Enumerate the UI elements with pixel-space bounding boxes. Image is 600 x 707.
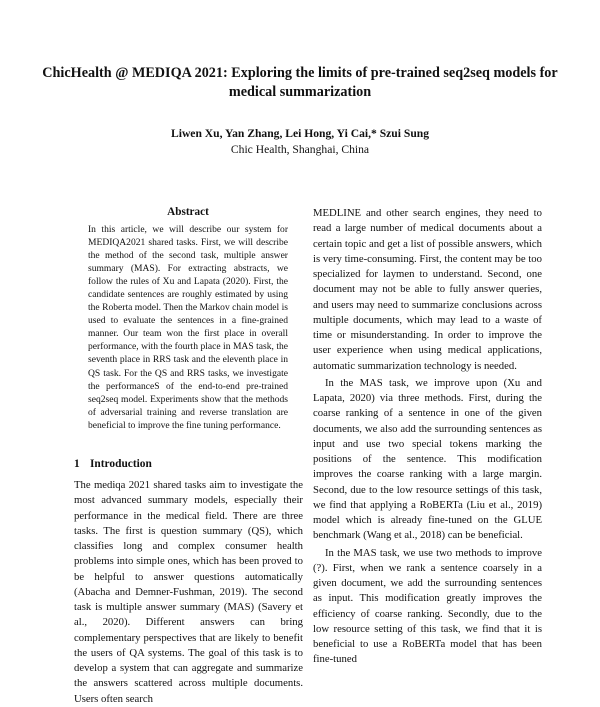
- right-column: [313, 206, 542, 668]
- section-number: 1: [74, 458, 80, 470]
- affiliation: Chic Health, Shanghai, China: [230, 143, 370, 156]
- right-paragraph-3: In the MAS task, we use two methods to improve (?). First, when we rank a sentence coarsely in a given document, we add the surrounding sentences as input. This modification greatly improves the efficiency of coarse ranking. Secondly, due to the low resource setting of this task, we find that it is beneficial to use a RoBERTa model that has been fine-tuned: [313, 546, 542, 666]
- abstract-text: In this article, we will describe our system for MEDIQA2021 shared tasks. First, we will describe the method of the second task, multiple answer summary (MAS). For extracting abstracts, we follow the rules of Xu and Lapata (2020). First, the candidate sentences are roughly estimated by using the Roberta model. Then the Markov chain model is used to evaluate the sentences in a fine-grained manner. Our team won the first place in overall performance, with the fourth place in MAS task, the seventh place in RRS task and the eleventh place in QS task. For the QS and RRS tasks, we investigate the performanceS of the end-to-end pre-trained seq2seq model. Experiments show that the methods of adversarial training and reverse translation are beneficial to improve the fine tuning performance.: [88, 224, 288, 431]
- paper-title: ChicHealth @ MEDIQA 2021: Exploring the limits of pre-trained seq2seq models for medical summarization: [42, 65, 558, 100]
- section-title: Introduction: [90, 458, 152, 470]
- abstract-heading: Abstract: [167, 206, 209, 218]
- section-heading-introduction: [74, 457, 304, 471]
- right-paragraph-2: In the MAS task, we improve upon (Xu and Lapata, 2020) via three methods. First, during the coarse ranking of a sentence in one of the given documents, we also add the surrounding sentences as input and use two special tokens marking the positions of the sentence. This modification improves the coarse ranking with a large margin. Second, due to the low resource settings of this task, we find that applying a RoBERTa (Liu et al., 2019) model which is already fine-tuned on the GLUE benchmark (Wang et al., 2018) can be beneficial.: [313, 376, 542, 542]
- introduction-paragraph: The mediqa 2021 shared tasks aim to investigate the most advanced summary models, especially their performance in the medical field. There are three tasks. The first is question summary (QS), which classifies long and complex consumer health problems into simple ones, which has been proved to be helpful to answer questions automatically (Abacha and Demner-Fushman, 2019). The second task is multiple answer summary (MAS) (Savery et al., 2020). Different answers can bring complementary perspectives that are likely to benefit the users of QA systems. The goal of this task is to develop a system that can aggregate and summarize the answers scattered across multiple documents. Users often search: [74, 479, 303, 705]
- right-paragraph-1: MEDLINE and other search engines, they need to read a large number of medical documents about a certain topic and get a list of possible answers, which is very time-consuming. First, the content may be too specialized for laymen to understand. Second, one document may not be able to fully answer queries, and users may need to summarize conclusions across multiple documents, which may lead to a waste of time or misunderstanding. In order to improve the user experience when using medical applications, automatic summarization technology is needed.: [313, 207, 542, 372]
- author-list: Liwen Xu, Yan Zhang, Lei Hong, Yi Cai,* Szui Sung: [170, 127, 430, 140]
